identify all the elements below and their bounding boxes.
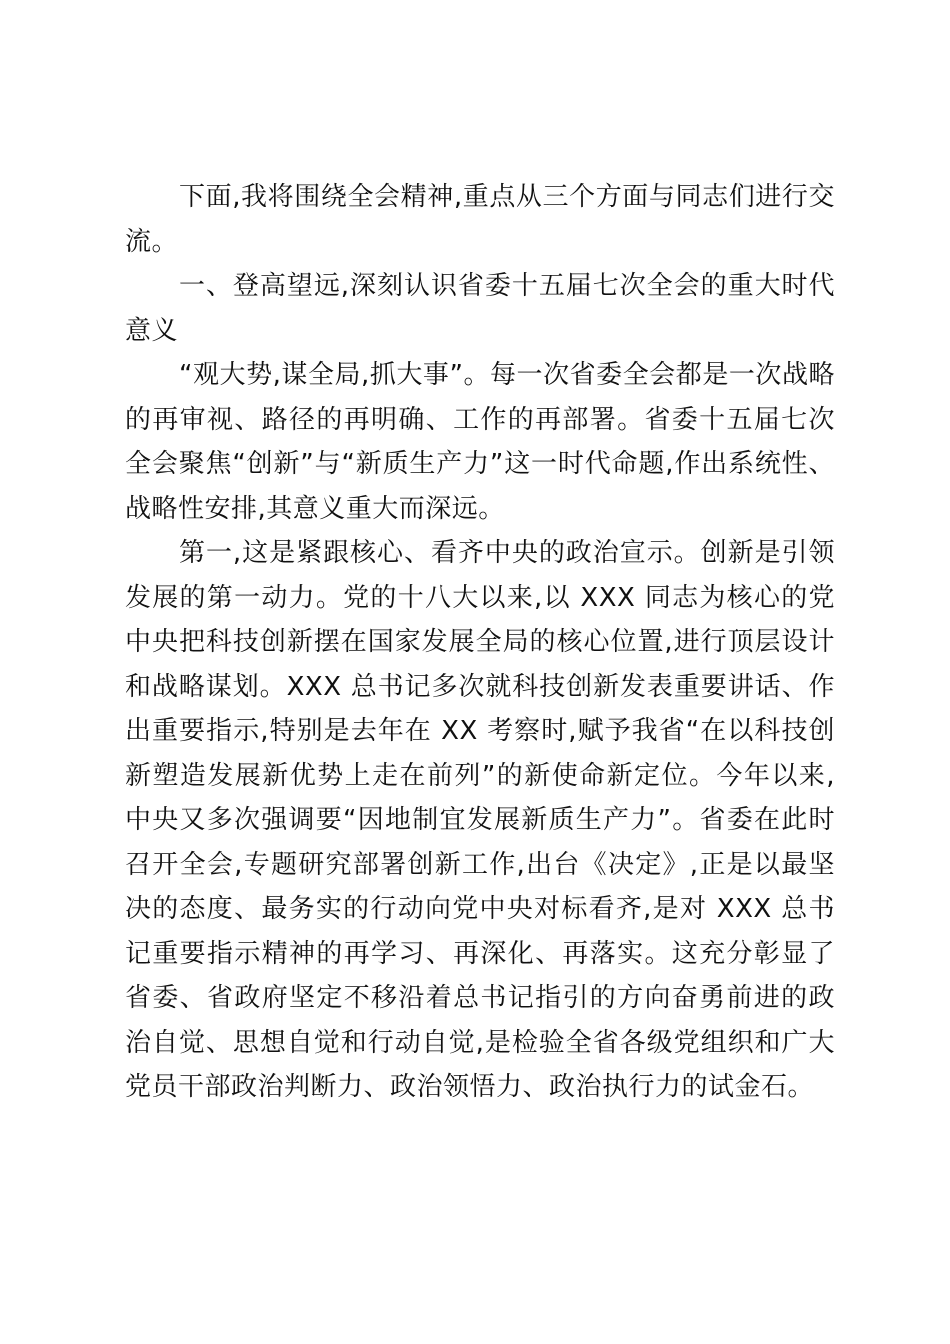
- document-body: [125, 175, 835, 1110]
- paragraph-first-point: 第一,这是紧跟核心、看齐中央的政治宣示。创新是引领发展的第一动力。党的十八大以来,以 XXX 同志为核心的党中央把科技创新摆在国家发展全局的核心位置,进行顶层设计和战略谋划。XXX 总书记多次就科技创新发表重要讲话、作出重要指示,特别是去年在 XX 考察时,赋予我省“在以科技创新塑造发展新优势上走在前列”的新使命新定位。今年以来,中央又多次强调要“因地制宜发展新质生产力”。省委在此时召开全会,专题研究部署创新工作,出台《决定》,正是以最坚决的态度、最务实的行动向党中央对标看齐,是对 XXX 总书记重要指示精神的再学习、再深化、再落实。这充分彰显了省委、省政府坚定不移沿着总书记指引的方向奋勇前进的政治自觉、思想自觉和行动自觉,是检验全省各级党组织和广大党员干部政治判断力、政治领悟力、政治执行力的试金石。: [125, 538, 835, 1102]
- paragraph-overview: “观大势,谋全局,抓大事”。每一次省委全会都是一次战略的再审视、路径的再明确、工作的再部署。省委十五届七次全会聚焦“创新”与“新质生产力”这一时代命题,作出系统性、战略性安排,其意义重大而深远。: [125, 360, 835, 524]
- section-heading: 一、登高望远,深刻认识省委十五届七次全会的重大时代意义: [125, 271, 835, 346]
- paragraph-intro: 下面,我将围绕全会精神,重点从三个方面与同志们进行交流。: [125, 182, 835, 257]
